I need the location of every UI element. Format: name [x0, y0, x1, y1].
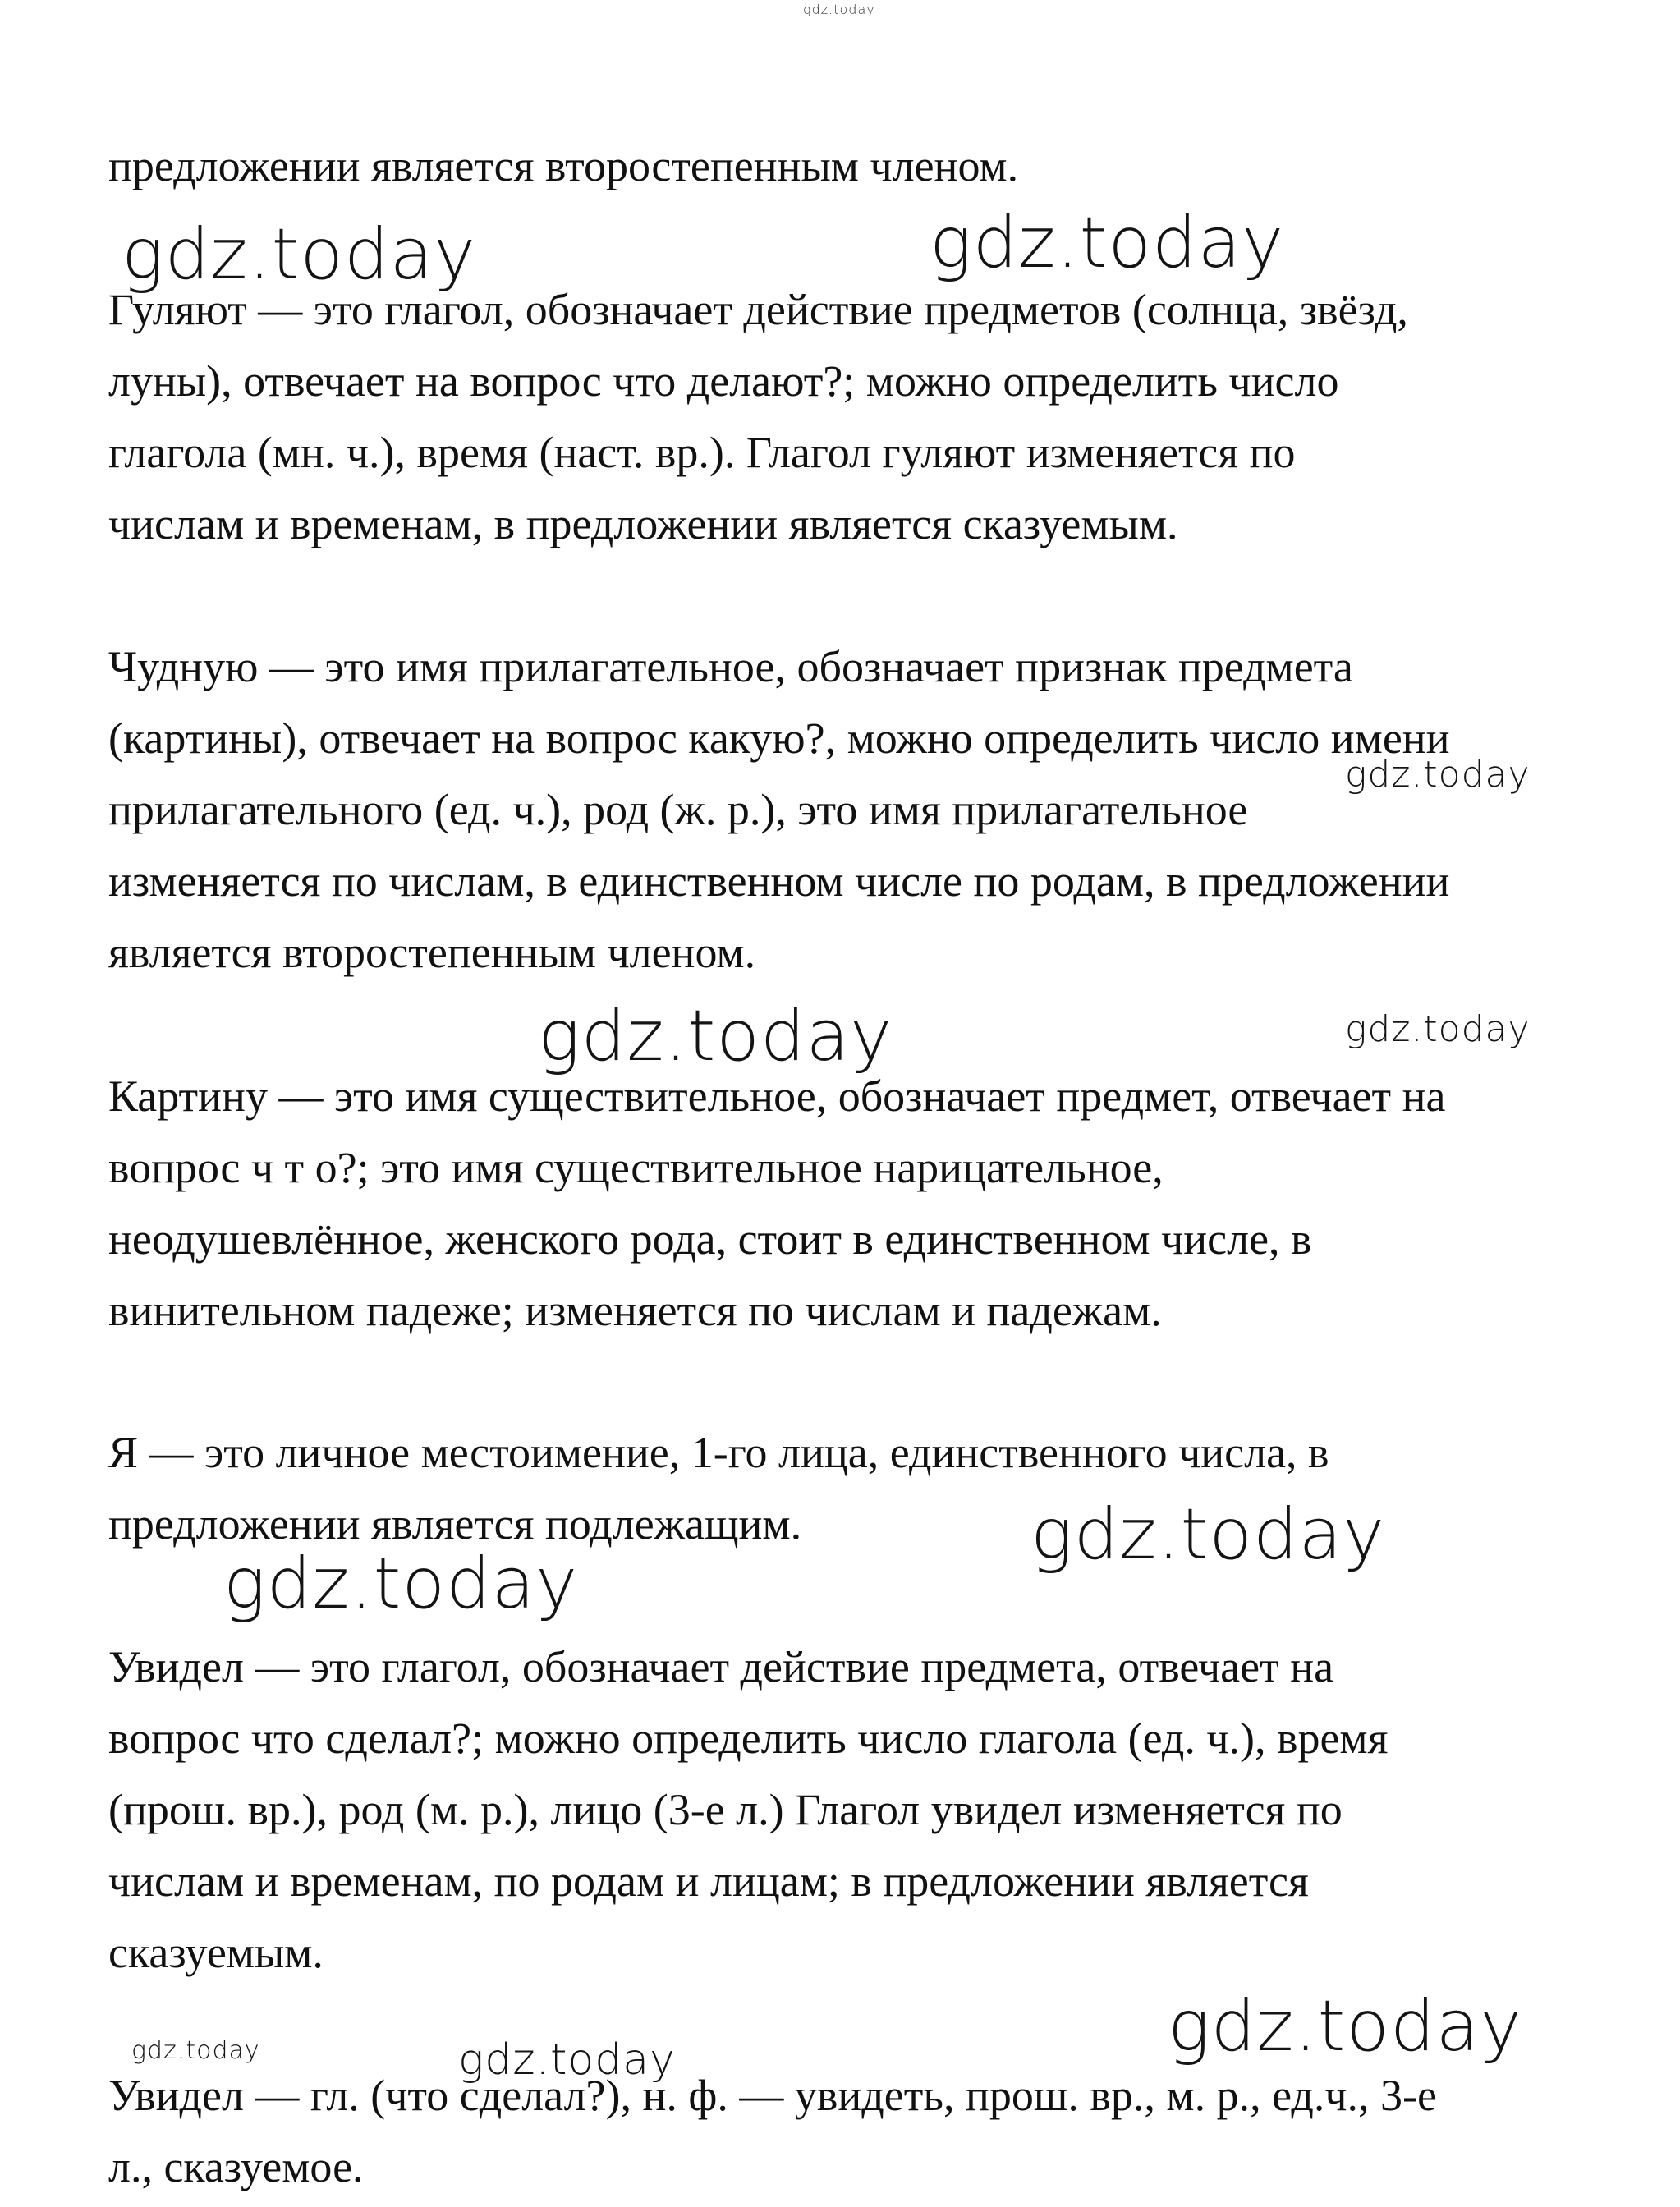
text-line: Картину — это имя существительное, обозначает предмет, отвечает на: [108, 1071, 1446, 1121]
text-line: числам и временам, по родам и лицам; в предложении является: [108, 1856, 1309, 1906]
text-line: глагола (мн. ч.), время (наст. вр.). Глагол гуляют изменяется по: [108, 428, 1296, 477]
text-line: (картины), отвечает на вопрос какую?, можно определить число имени: [108, 713, 1450, 763]
text-line: вопрос ч т о?; это имя существительное нарицательное,: [108, 1143, 1164, 1192]
watermark: gdz.today: [1345, 1008, 1531, 1050]
watermark: gdz.today: [131, 2036, 260, 2065]
watermark: gdz.today: [1168, 1985, 1523, 2067]
text-line: Чудную — это имя прилагательное, обозначает признак предмета: [108, 642, 1353, 691]
text-line: л., сказуемое.: [108, 2142, 364, 2191]
watermark: gdz.today: [122, 213, 477, 296]
watermark: gdz.today: [1030, 1494, 1386, 1576]
text-line: прилагательного (ед. ч.), род (ж. р.), это имя прилагательное: [108, 785, 1248, 834]
text-line: Увидел — это глагол, обозначает действие предмета, отвечает на: [108, 1642, 1334, 1691]
text-line: является второстепенным членом.: [108, 928, 756, 977]
watermark: gdz.today: [458, 2035, 676, 2085]
text-line: числам и временам, в предложении является сказуемым.: [108, 499, 1178, 548]
watermark: gdz.today: [1345, 754, 1531, 796]
text-line: вопрос что сделал?; можно определить число глагола (ед. ч.), время: [108, 1714, 1389, 1763]
watermark: gdz.today: [930, 202, 1285, 284]
watermark: gdz.today: [223, 1543, 579, 1625]
text-line: предложении является подлежащим.: [108, 1499, 802, 1549]
text-line: луны), отвечает на вопрос что делают?; можно определить число: [108, 356, 1339, 406]
text-line: (прош. вр.), род (м. р.), лицо (3-е л.) Глагол увидел изменяется по: [108, 1785, 1343, 1834]
text-line: сказуемым.: [108, 1928, 324, 1977]
text-line: винительном падеже; изменяется по числам и падежам.: [108, 1286, 1162, 1335]
text-line: Гуляют — это глагол, обозначает действие предметов (солнца, звёзд,: [108, 285, 1408, 334]
header-watermark: gdz.today: [803, 2, 875, 17]
text-line: изменяется по числам, в единственном числе по родам, в предложении: [108, 856, 1450, 906]
text-line: предложении является второстепенным членом.: [108, 141, 1019, 190]
watermark: gdz.today: [538, 995, 893, 1077]
text-line: Я — это личное местоимение, 1-го лица, единственного числа, в: [108, 1428, 1329, 1477]
text-line: неодушевлённое, женского рода, стоит в единственном числе, в: [108, 1214, 1312, 1264]
text-line: Увидел — гл. (что сделал?), н. ф. — увидеть, прош. вр., м. р., ед.ч., 3-е: [108, 2071, 1437, 2120]
